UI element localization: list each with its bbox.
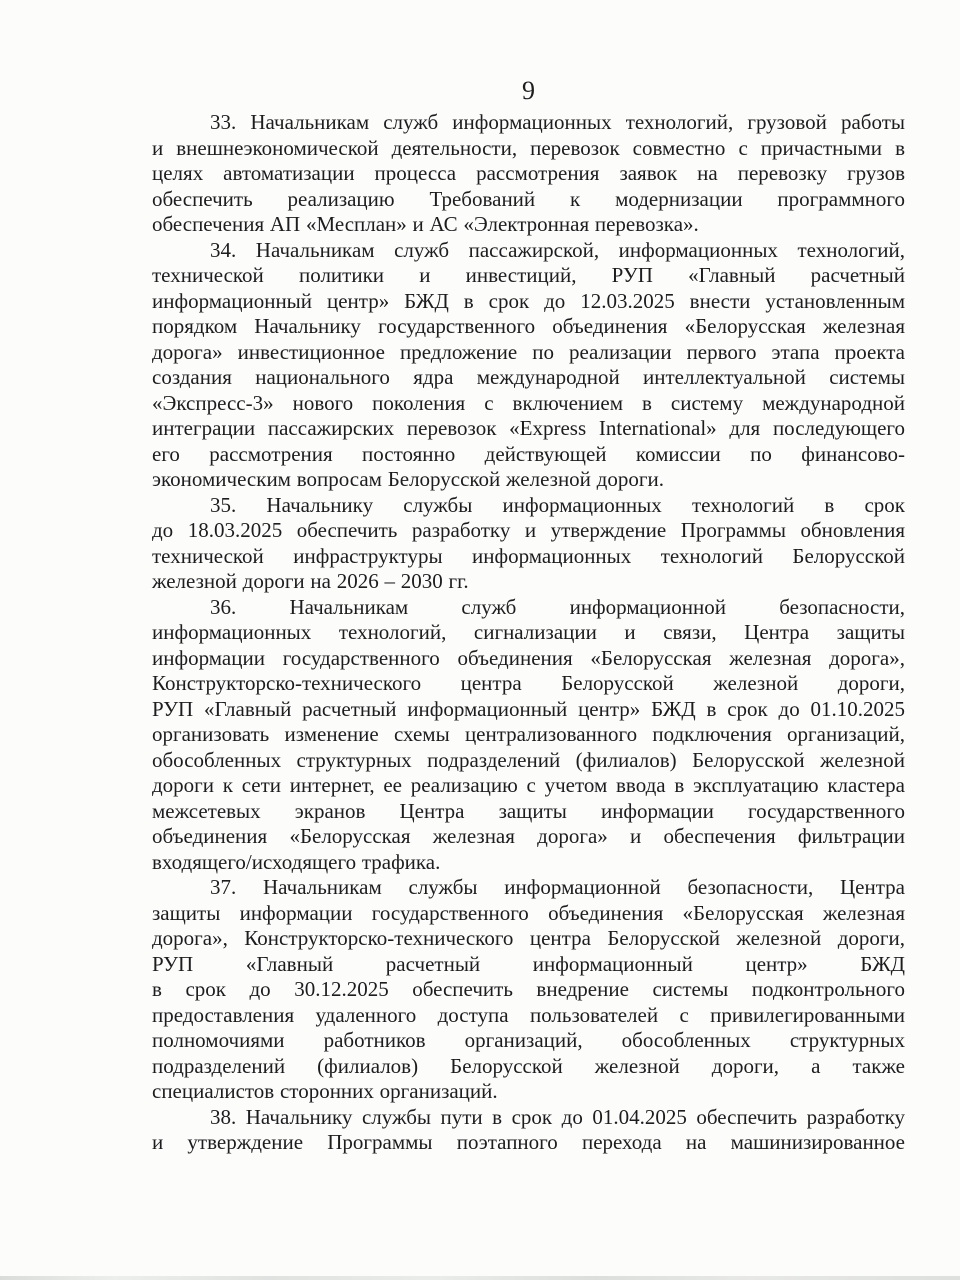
scan-edge-artifact (0, 1276, 960, 1280)
text-line-p34-9: его рассмотрения постоянно действующей комиссии по финансово- (152, 441, 905, 466)
text-line-p34-8: интеграции пассажирских перевозок «Express International» для последующего (152, 416, 905, 440)
text-line-p33-4: обеспечить реализацию Требований к модернизации программного (152, 186, 905, 211)
text-line-p36-4: Конструкторско-технического центра Белорусской железной дороги, (152, 671, 905, 695)
text-line-p36-9: межсетевых экранов Центра защиты информации государственного (152, 798, 905, 823)
text-line-p33-5: обеспечения АП «Месплан» и АС «Электронная перевозка». (152, 212, 699, 236)
text-line-p34-1: 34. Начальникам служб пассажирской, информационных технологий, (210, 237, 905, 262)
text-line-p35-3: технической инфраструктуры информационных технологий Белорусской (152, 543, 905, 568)
text-line-p36-10: объединения «Белорусская железная дорога» и обеспечения фильтрации (152, 824, 905, 848)
text-line-p36-1: 36. Начальникам служб информационной безопасности, (210, 594, 905, 619)
page-number: 9 (522, 76, 535, 105)
text-line-p37-6: предоставления удаленного доступа пользователей с привилегированными (152, 1002, 905, 1027)
text-line-p37-9: специалистов сторонних организаций. (152, 1079, 498, 1103)
text-line-p37-1: 37. Начальникам службы информационной безопасности, Центра (210, 875, 905, 899)
text-line-p37-4: РУП «Главный расчетный информационный центр» БЖД (152, 951, 905, 976)
text-line-p38-2: и утверждение Программы поэтапного перехода на машинизированное (152, 1130, 905, 1154)
text-line-p36-3: информации государственного объединения «Белорусская железная дорога», (152, 645, 905, 670)
text-line-p35-4: железной дороги на 2026 – 2030 гг. (152, 569, 469, 593)
text-line-p35-2: до 18.03.2025 обеспечить разработку и утверждение Программы обновления (152, 518, 905, 542)
text-line-p37-3: дорога», Конструкторско-технического центра Белорусской железной дороги, (152, 926, 905, 950)
text-line-p34-4: порядком Начальнику государственного объединения «Белорусская железная (152, 314, 905, 338)
text-line-p34-3: информационный центр» БЖД в срок до 12.03.2025 внести установленным (152, 288, 905, 313)
document-body (152, 110, 905, 1156)
text-line-p36-11: входящего/исходящего трафика. (152, 849, 441, 874)
text-line-p37-5: в срок до 30.12.2025 обеспечить внедрение системы подконтрольного (152, 977, 905, 1001)
text-line-p38-1: 38. Начальнику службы пути в срок до 01.04.2025 обеспечить разработку (210, 1104, 905, 1129)
text-line-p34-2: технической политики и инвестиций, РУП «Главный расчетный (152, 263, 905, 287)
text-line-p35-1: 35. Начальнику службы информационных технологий в срок (210, 492, 905, 517)
text-line-p36-7: обособленных структурных подразделений (филиалов) Белорусской железной (152, 747, 905, 772)
text-line-p37-2: защиты информации государственного объединения «Белорусская железная (152, 900, 905, 925)
text-line-p36-2: информационных технологий, сигнализации и связи, Центра защиты (152, 620, 905, 644)
text-line-p37-7: полномочиями работников организаций, обособленных структурных (152, 1028, 905, 1052)
text-line-p33-1: 33. Начальникам служб информационных технологий, грузовой работы (210, 110, 905, 134)
text-line-p33-2: и внешнеэкономической деятельности, перевозок совместно с причастными в (152, 135, 905, 160)
text-line-p34-6: создания национального ядра международной интеллектуальной системы (152, 365, 905, 389)
text-line-p34-5: дорога» инвестиционное предложение по реализации первого этапа проекта (152, 339, 905, 364)
text-line-p33-3: целях автоматизации процесса рассмотрения заявок на перевозку грузов (152, 161, 905, 185)
text-line-p36-5: РУП «Главный расчетный информационный центр» БЖД в срок до 01.10.2025 (152, 696, 905, 721)
text-line-p36-6: организовать изменение схемы централизованного подключения организаций, (152, 722, 905, 746)
text-line-p34-7: «Экспресс-3» нового поколения с включением в систему международной (152, 390, 905, 415)
text-line-p34-10: экономическим вопросам Белорусской железной дороги. (152, 467, 664, 491)
text-line-p36-8: дороги к сети интернет, ее реализацию с учетом ввода в эксплуатацию кластера (152, 773, 905, 797)
text-line-p37-8: подразделений (филиалов) Белорусской железной дороги, а также (152, 1053, 905, 1078)
